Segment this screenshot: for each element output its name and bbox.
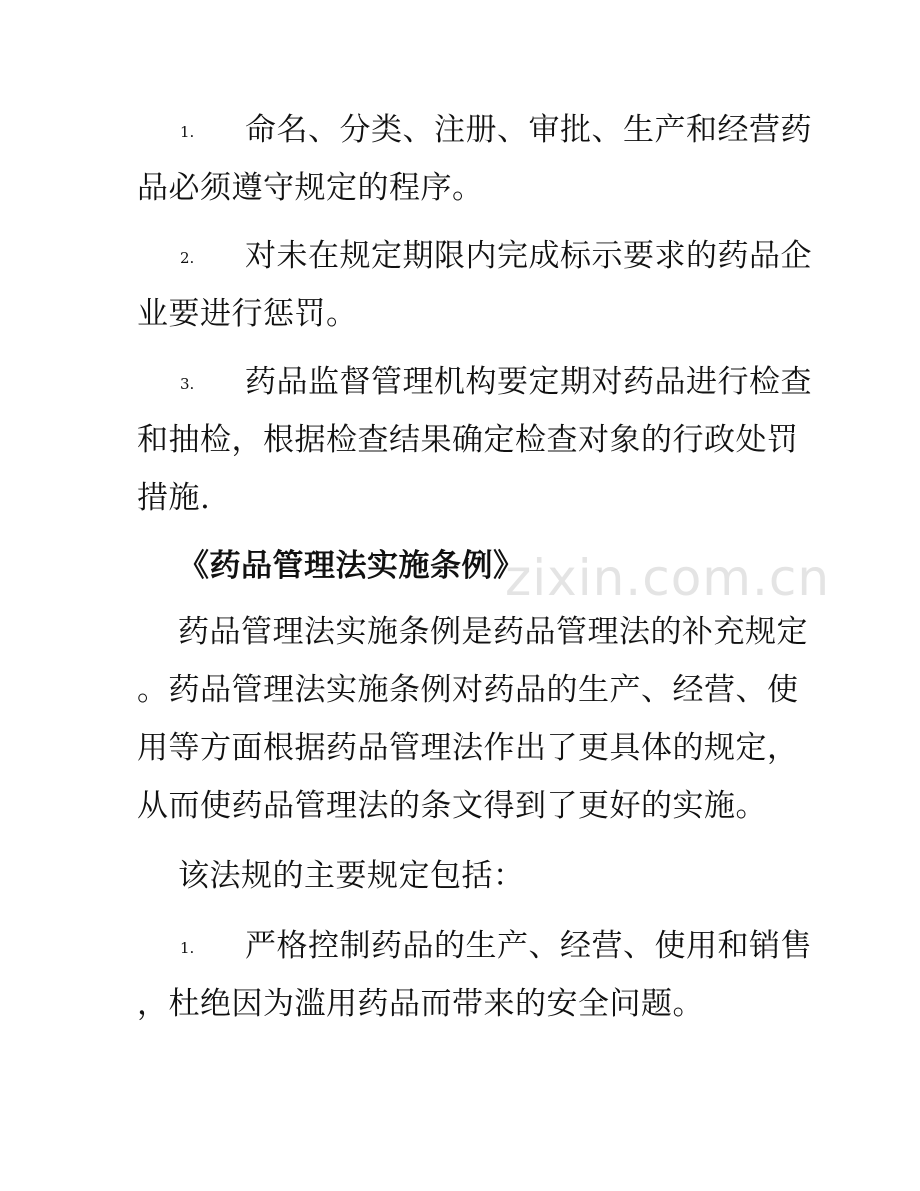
list-item-1-line-1: 命名、分类、注册、审批、生产和经营药: [245, 112, 812, 148]
list-number-3: 3.: [180, 375, 195, 393]
watermark: zixin.com.cn: [505, 549, 831, 607]
provision-1-line-1: 严格控制药品的生产、经营、使用和销售: [245, 928, 812, 964]
intro-line-1: 药品管理法实施条例是药品管理法的补充规定: [178, 614, 808, 650]
intro-line-2: 。药品管理法实施条例对药品的生产、经营、使: [137, 672, 799, 708]
intro-line-3: 用等方面根据药品管理法作出了更具体的规定，: [137, 730, 799, 766]
list-item-3-line-3: 措施.: [137, 480, 211, 516]
provision-number-1: 1.: [180, 939, 195, 957]
provisions-intro: 该法规的主要规定包括：: [178, 858, 525, 894]
provision-1-line-2: ，杜绝因为滥用药品而带来的安全问题。: [137, 986, 704, 1022]
section-heading: 《药品管理法实施条例》: [178, 548, 525, 584]
list-item-3-line-2: 和抽检，根据检查结果确定检查对象的行政处罚: [137, 422, 799, 458]
intro-line-4: 从而使药品管理法的条文得到了更好的实施。: [137, 788, 767, 824]
list-item-2-line-1: 对未在规定期限内完成标示要求的药品企: [245, 238, 812, 274]
list-number-1: 1.: [180, 123, 195, 141]
list-item-1-line-2: 品必须遵守规定的程序。: [137, 170, 484, 206]
list-item-2-line-2: 业要进行惩罚。: [137, 296, 358, 332]
list-number-2: 2.: [180, 249, 195, 267]
list-item-3-line-1: 药品监督管理机构要定期对药品进行检查: [245, 364, 812, 400]
